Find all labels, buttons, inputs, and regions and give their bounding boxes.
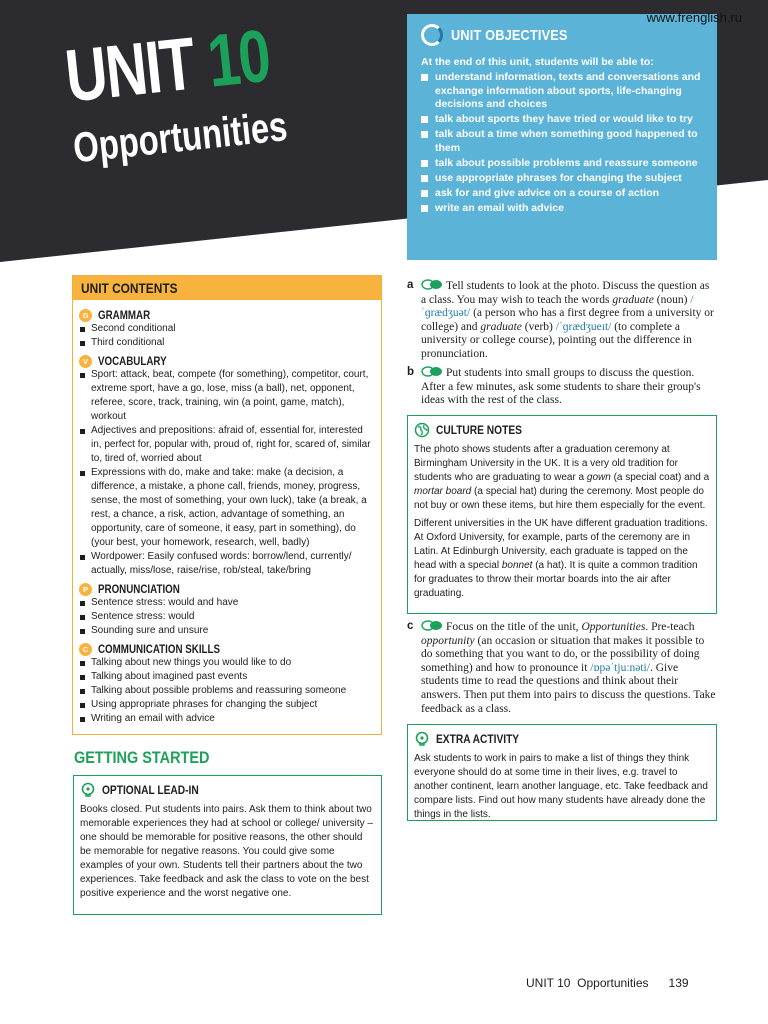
objective-item: talk about sports they have tried or would like to try: [421, 113, 703, 127]
step-term: Opportunities: [581, 621, 646, 633]
page-footer: [526, 976, 689, 990]
objectives-list: [421, 71, 703, 215]
objective-item: understand information, texts and conversations and exchange information about sports, life-changing decisions and choices: [421, 71, 703, 112]
lead-in-text: Books closed. Put students into pairs. Ask them to think about two memorable experiences they had at school or college/ university – one should be memorable for positive reasons, the other should be memorable for negative reasons. You could give some examples of your own. Students tell their partners about the two experiences. Take feedback and ask the class to vote on the best positive experience and the worst negative one.: [80, 804, 373, 899]
culture-notes-box: [407, 415, 717, 614]
step-label: c: [407, 620, 414, 632]
page-number: 139: [668, 976, 689, 990]
list-item: Using appropriate phrases for changing the subject: [79, 698, 373, 712]
unit-number: 10: [203, 13, 274, 103]
objective-item: use appropriate phrases for changing the subject: [421, 172, 703, 186]
extra-activity-box: [407, 724, 717, 821]
step-term: graduate: [480, 320, 522, 333]
list-item: Wordpower: Easily confused words: borrow/lend, currently/ actually, miss/lose, raise/rise, rob/steal, take/bring: [79, 550, 373, 578]
culture-term: gown: [586, 472, 611, 483]
grammar-title: GRAMMAR: [98, 309, 151, 322]
lightbulb-icon: [414, 731, 430, 747]
getting-started-heading: GETTING STARTED: [74, 748, 210, 767]
optional-lead-in-box: [73, 775, 382, 915]
culture-text: (a special hat) during the ceremony. Most people do not buy or own these items, but hire them especially for the event.: [414, 486, 706, 511]
pair-talk-icon: [421, 620, 443, 631]
step-label: b: [407, 366, 415, 378]
step-text: . Give students time to read the questions and think about their answers. Then put them into pairs to discuss the questions. Take feedback as a class.: [421, 661, 716, 715]
objective-item: talk about a time when something good happened to them: [421, 128, 703, 155]
objective-item: ask for and give advice on a course of action: [421, 187, 703, 201]
step-text: (a person who has a first degree from a university or college) and: [421, 307, 714, 333]
objectives-header: [421, 24, 703, 46]
culture-text: The photo shows students after a graduation ceremony at Birmingham University in the UK. It is a very old tradition for students who are graduating to wear a: [414, 444, 678, 483]
step-c: [407, 620, 717, 716]
step-text: Put students into small groups to discuss the question. After a few minutes, ask some students to share their group's ideas with the rest of the class.: [421, 367, 701, 407]
objective-item: talk about possible problems and reassure someone: [421, 157, 703, 171]
culture-paragraph: [414, 443, 710, 513]
culture-text: Different universities in the UK have different graduation traditions. At Oxford University, for example, parts of the ceremony are in Latin. At Edinburgh University, each graduate is tapped on the head with a special: [414, 518, 708, 571]
phonetic-transcription: /ˈɡrædʒuət/: [421, 293, 694, 320]
grammar-badge: G: [79, 309, 92, 322]
list-item: Talking about possible problems and reassuring someone: [79, 684, 373, 698]
contents-header: [73, 276, 381, 300]
unit-heading: [61, 13, 283, 118]
step-text: Focus on the title of the unit,: [446, 621, 582, 633]
contents-title: UNIT CONTENTS: [81, 280, 178, 296]
extra-activity-title: EXTRA ACTIVITY: [436, 732, 520, 746]
culture-term: mortar board: [414, 486, 472, 497]
lead-in-title: OPTIONAL LEAD-IN: [102, 783, 199, 797]
vocabulary-badge: V: [79, 355, 92, 368]
globe-icon: [414, 422, 430, 438]
step-text: (to complete a university or college course), pointing out the difference in pronunciation.: [421, 320, 692, 360]
communication-title: COMMUNICATION SKILLS: [98, 643, 221, 656]
list-item: Third conditional: [79, 336, 373, 350]
footer-title: Opportunities: [577, 976, 649, 990]
pair-talk-icon: [421, 366, 443, 377]
phonetic-transcription: /ɒpəˈtjuːnəti/: [590, 661, 650, 674]
pronunciation-badge: P: [79, 583, 92, 596]
list-item: Sentence stress: would: [79, 610, 373, 624]
list-item: Adjectives and prepositions: afraid of, essential for, interested in, perfect for, popular with, proud of, right for, scared of, similar to, tired of, worried about: [79, 424, 373, 466]
objective-item: write an email with advice: [421, 202, 703, 216]
list-item: Sentence stress: would and have: [79, 596, 373, 610]
step-text: (an occasion or situation that makes it possible to do something that you want to do, or the possibility of doing something) and how to pronounce it: [421, 634, 705, 674]
step-text: Tell students to look at the photo. Discuss the question as a class. You may wish to teach the words: [421, 280, 710, 306]
step-text: (noun): [653, 293, 691, 306]
unit-contents-panel: [72, 275, 382, 735]
list-item: Writing an email with advice: [79, 712, 373, 726]
communication-section-header: [79, 643, 373, 656]
footer-unit: UNIT 10: [526, 976, 571, 990]
communication-badge: C: [79, 643, 92, 656]
vocabulary-title: VOCABULARY: [98, 355, 167, 368]
list-item: Sport: attack, beat, compete (for something), competitor, court, extreme sport, have a go, lose, miss (a ball), net, opponent, referee, score, track, training, win (a point, game, match), workout: [79, 368, 373, 424]
culture-paragraph: [414, 517, 710, 601]
phonetic-transcription: /ˈɡrædʒueɪt/: [555, 320, 612, 333]
list-item: Talking about new things you would like to do: [79, 656, 373, 670]
grammar-section-header: [79, 309, 373, 322]
step-term: graduate: [612, 293, 654, 306]
list-item: Sounding sure and unsure: [79, 624, 373, 638]
step-a: [407, 279, 717, 362]
list-item: Expressions with do, make and take: make (a decision, a difference, a mistake, a phone call, friends, money, progress, sense, the most of something, your own luck), take (a break, a rest, a chance, a risk, action, advantage of something, an opportunity, care of someone, it easy, part in something), do (your best, your homework, research, well, badly): [79, 466, 373, 550]
list-item: Second conditional: [79, 322, 373, 336]
culture-term: bonnet: [501, 560, 533, 571]
objectives-title: UNIT OBJECTIVES: [451, 26, 568, 44]
objectives-intro: At the end of this unit, students will be able to:: [421, 56, 654, 68]
step-term: opportunity: [421, 634, 475, 647]
communication-list: [79, 656, 373, 726]
pronunciation-section-header: [79, 583, 373, 596]
step-text: . Pre-teach: [645, 621, 695, 633]
target-icon: [421, 24, 443, 46]
unit-objectives-panel: [407, 14, 717, 260]
grammar-list: [79, 322, 373, 350]
watermark-url: www.frenglish.ru: [646, 10, 742, 25]
culture-text: (a special coat) and a: [610, 472, 710, 483]
vocabulary-section-header: [79, 355, 373, 368]
culture-text: (a hat). It is quite a common tradition for graduates to throw their mortar boards into the air after graduating.: [414, 560, 698, 599]
list-item: Talking about imagined past events: [79, 670, 373, 684]
pronunciation-title: PRONUNCIATION: [98, 583, 180, 596]
unit-title: Opportunities: [70, 102, 290, 172]
pair-talk-icon: [421, 279, 443, 290]
vocabulary-list: [79, 368, 373, 578]
step-label: a: [407, 279, 414, 291]
unit-label: UNIT: [61, 21, 198, 118]
step-b: [407, 366, 717, 408]
lightbulb-icon: [80, 782, 96, 798]
extra-activity-text: Ask students to work in pairs to make a list of things they think everyone should do at some time in their lives, e.g. travel to another continent, learn another language, etc. Take feedback and compare lists. Find out how many students have already done the things in the lists.: [414, 753, 708, 820]
step-text: (verb): [521, 320, 556, 333]
pronunciation-list: [79, 596, 373, 638]
culture-notes-title: CULTURE NOTES: [436, 423, 522, 437]
